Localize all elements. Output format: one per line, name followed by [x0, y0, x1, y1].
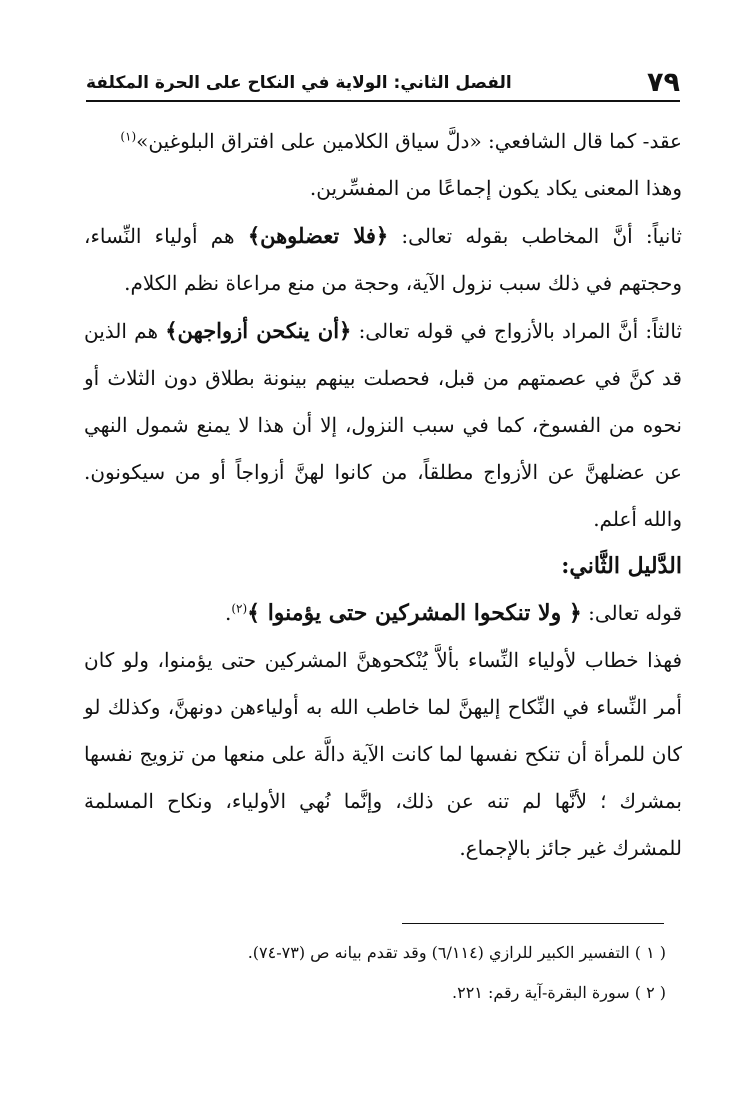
paragraph-3-rest: هم أولياء النِّساء، وحجتهم في ذلك سبب نزول الآية، وحجة من منع مراعاة نظم الكلام. — [84, 224, 682, 295]
paragraph-3 — [84, 212, 682, 307]
quran-quote-3: ﴿ ولا تنكحوا المشركين حتى يؤمنوا ﴾ — [247, 600, 582, 626]
footnote-2: ( ٢ ) سورة البقرة-آية رقم: ٢٢١. — [452, 983, 666, 1002]
quran-quote-1: ﴿فلا تعضلوهن﴾ — [247, 223, 389, 248]
header-rule — [86, 100, 680, 102]
page-header — [86, 66, 680, 102]
footnote-separator — [402, 923, 664, 924]
body-text — [84, 118, 682, 872]
paragraph-5 — [84, 590, 682, 637]
paragraph-4-rest: هم الذين قد كنَّ في عصمتهم من قبل، فحصلت بينهم بينونة بطلاق دون الثلاث أو نحوه من الفسوخ، كما في سبب النزول، إلا أن هذا لا يمنع شمول النهي عن عضلهنَّ عن الأزواج مطلقاً، من كانوا لهنَّ أزواجاً أو من سيكونون. والله أعلم. — [84, 319, 682, 531]
paragraph-4-lead: ثالثاً: أنَّ المراد بالأزواج في قوله تعالى: — [351, 319, 683, 343]
paragraph-6: فهذا خطاب لأولياء النِّساء بألاَّ يُنْكحوهنَّ المشركين حتى يؤمنوا، ولو كان أمر النِّساء في النِّكاح إليهنَّ لما خاطب الله به أولياءهن دونهنَّ، وكذلك لو كان للمرأة أن تنكح نفسها لما كانت الآية دالَّة على منعها من تزويج نفسها بمشرك ؛ لأنَّها لم تنه عن ذلك، وإنَّما نُهي الأولياء، ونكاح المسلمة للمشرك غير جائز بالإجماع. — [84, 648, 682, 860]
footnote-ref-1[interactable]: (١) — [120, 129, 137, 144]
quran-quote-2: ﴿أن ينكحن أزواجهن﴾ — [165, 318, 352, 343]
page-number: ٧٩ — [647, 67, 680, 98]
footnotes — [100, 933, 666, 1013]
paragraph-3-lead: ثانياً: أنَّ المخاطب بقوله تعالى: — [388, 224, 682, 248]
paragraph-1 — [84, 118, 682, 165]
paragraph-5-end: . — [224, 601, 232, 625]
paragraph-2: وهذا المعنى يكاد يكون إجماعًا من المفسِّرين. — [309, 176, 682, 200]
paragraph-1-text: عقد- كما قال الشافعي: «دلَّ سياق الكلامين على افتراق البلوغين» — [136, 129, 682, 153]
paragraph-4 — [84, 307, 682, 543]
running-title: الفصل الثاني: الولاية في النكاح على الحرة المكلفة — [86, 73, 512, 93]
section-heading: الدَّليل الثَّاني: — [561, 553, 682, 579]
footnote-ref-2[interactable]: (٢) — [231, 601, 248, 616]
footnote-1: ( ١ ) التفسير الكبير للرازي (٦/١١٤) وقد تقدم بيانه ص (٧٣-٧٤). — [247, 943, 666, 962]
paragraph-5-lead: قوله تعالى: — [581, 601, 682, 625]
